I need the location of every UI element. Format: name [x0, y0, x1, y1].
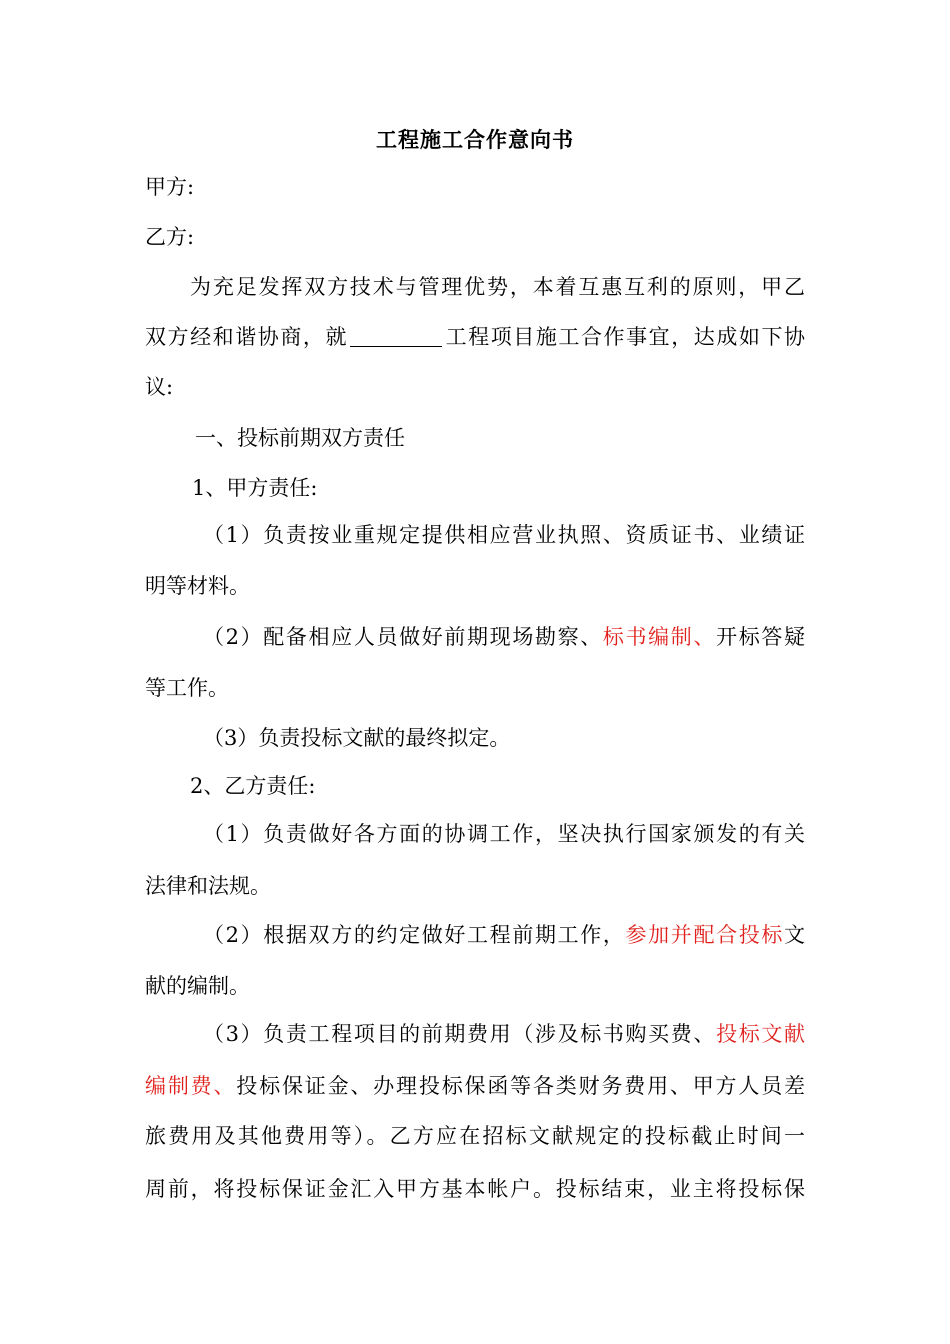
party-b-item-3-line-2-text: 投标保证金、办理投标保函等各类财务费用、甲方人员差: [236, 1074, 806, 1098]
party-a-item-3: （3）负责投标文献的最终拟定。: [203, 726, 511, 750]
project-name-blank: [350, 326, 442, 347]
document-title: 工程施工合作意向书: [376, 128, 574, 152]
party-a-item-1-line-1: （1）负责按业重规定提供相应营业执照、资质证书、业绩证: [203, 523, 805, 547]
party-b-item-3-line-4: 周前，将投标保证金汇入甲方基本帐户。投标结束，业主将投标保: [145, 1177, 805, 1201]
intro-line-2-start: 双方经和谐协商，就: [145, 325, 349, 349]
party-a-item-2-tail: 开标答疑: [716, 625, 806, 649]
party-b-item-3-text: （3）负责工程项目的前期费用（涉及标书购买费、: [203, 1022, 717, 1046]
party-a-item-2-line-1: [203, 624, 805, 650]
section-1-heading: 一、投标前期双方责任: [195, 426, 405, 450]
party-a-duty-heading: 1、甲方责任:: [192, 476, 318, 500]
highlight-preparation-fee: 编制费、: [145, 1074, 237, 1098]
intro-line-1: 为充足发挥双方技术与管理优势，本着互惠互利的原则，甲乙: [190, 275, 805, 299]
party-b-item-3-line-2: [145, 1073, 805, 1099]
party-b-item-3-line-3: 旅费用及其他费用等）。乙方应在招标文献规定的投标截止时间一: [145, 1124, 805, 1148]
intro-line-2: [145, 324, 805, 350]
party-b-item-2-line-1: [203, 922, 805, 948]
party-b-item-1-line-1: （1）负责做好各方面的协调工作，坚决执行国家颁发的有关: [203, 822, 805, 846]
highlight-bid-doc: 投标文献: [716, 1022, 806, 1046]
party-a-item-1-line-2: 明等材料。: [145, 574, 250, 598]
party-b-item-2-tail: 文: [784, 923, 806, 947]
party-a-item-2-text: （2）配备相应人员做好前期现场勘察、: [203, 625, 603, 649]
party-b-item-2-line-2: 献的编制。: [145, 974, 250, 998]
highlight-bid-preparation: 标书编制、: [602, 625, 717, 649]
party-b-label: 乙方:: [145, 225, 195, 249]
intro-line-2-end: 工程项目施工合作事宜，达成如下协: [444, 325, 806, 349]
party-b-item-2-text: （2）根据双方的约定做好工程前期工作，: [203, 923, 626, 947]
party-a-label: 甲方:: [145, 175, 195, 199]
party-b-item-1-line-2: 法律和法规。: [145, 874, 271, 898]
party-b-duty-heading: 2、乙方责任:: [190, 774, 316, 798]
party-b-item-3-line-1: [203, 1021, 805, 1047]
party-a-item-2-line-2: 等工作。: [145, 676, 229, 700]
highlight-participate-bid: 参加并配合投标: [625, 923, 785, 947]
intro-line-3: 议:: [145, 375, 174, 399]
